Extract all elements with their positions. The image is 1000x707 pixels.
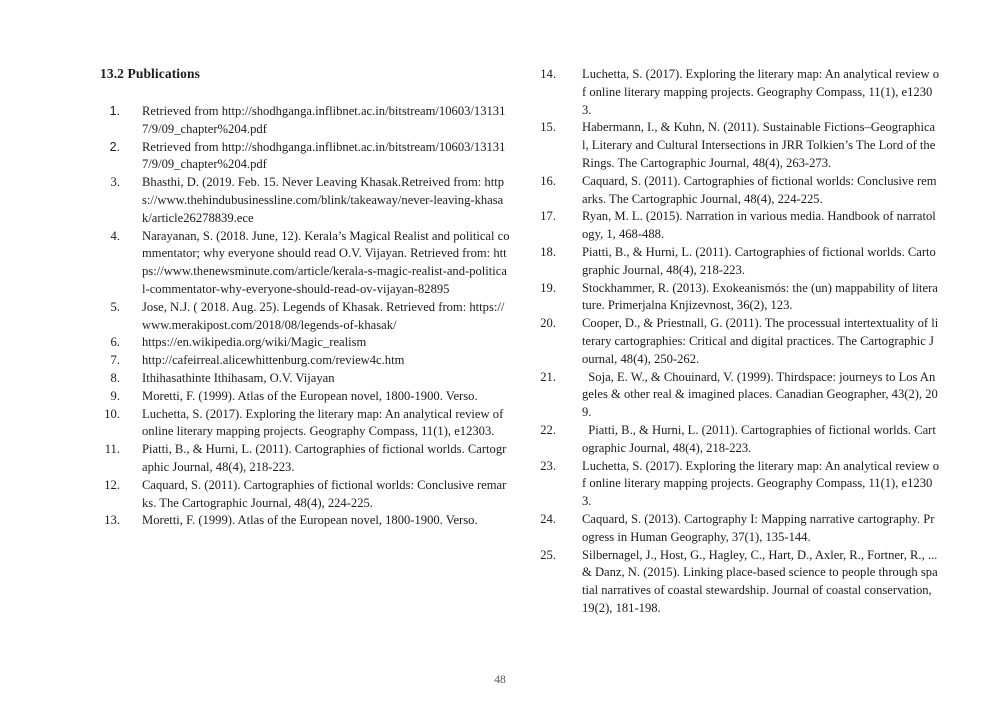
reference-item-24 [540,511,940,547]
reference-text: Ithihasathinte Ithihasam, O.V. Vijayan [142,370,335,385]
reference-number: 24. [540,511,556,526]
reference-text: Caquard, S. (2011). Cartographies of fictional worlds: Conclusive remarks. The Cartographic Journal, 48(4), 224-225. [582,173,937,206]
reference-number: 9. [110,388,120,403]
reference-text: Jose, N.J. ( 2018. Aug. 25). Legends of Khasak. Retrieved from: https://www.merakipost.com/2018/08/legends-of-khasak/ [142,299,505,332]
reference-number: 14. [540,67,556,81]
reference-text: Caquard, S. (2011). Cartographies of fictional worlds: Conclusive remarks. The Cartographic Journal, 48(4), 224-225. [142,477,507,510]
reference-item-25 [540,547,940,618]
reference-number: 8. [110,370,120,385]
section-heading: 13.2 Publications [100,66,200,81]
reference-number: 21. [540,369,556,384]
reference-text: Narayanan, S. (2018. June, 12). Kerala’s Magical Realist and political commentator; why everyone should read O.V. Vijayan. Retrieved from: https://www.thenewsminute.com/article/kerala-s-magic-realist-and-political-commentator-why-everyone-should-read-ov-vijayan-82895 [142,228,510,296]
reference-number: 5. [110,299,120,314]
reference-number: 25. [540,547,556,562]
reference-number: 7. [110,353,120,368]
reference-item-20 [540,315,940,368]
reference-item-13 [100,512,510,530]
reference-text: Moretti, F. (1999). Atlas of the European novel, 1800-1900. Verso. [142,513,478,528]
reference-number: 18. [540,244,556,259]
reference-number: 6. [110,335,120,350]
reference-number: 12. [104,477,120,492]
reference-item-22 [540,422,940,458]
reference-item-6 [100,334,510,352]
reference-text: Soja, E. W., & Chouinard, V. (1999). Thirdspace: journeys to Los Angeles & other real & imagined places. Canadian Geographer, 43(2), 209. [582,369,938,420]
reference-list-left [100,103,510,530]
reference-text: Piatti, B., & Hurni, L. (2011). Cartographies of fictional worlds. Cartographic Journal, 48(4), 218-223. [142,442,507,474]
reference-item-15 [540,119,940,172]
page-number: 48 [494,674,506,686]
reference-text: Ryan, M. L. (2015). Narration in various media. Handbook of narratology, 1, 468-488. [582,209,936,242]
reference-text: Caquard, S. (2013). Cartography I: Mapping narrative cartography. Progress in Human Geography, 37(1), 135-144. [582,511,935,544]
reference-text: https://en.wikipedia.org/wiki/Magic_realism [142,335,367,350]
reference-text: Silbernagel, J., Host, G., Hagley, C., Hart, D., Axler, R., Fortner, R., ... & Danz, N. (2015). Linking place-based science to people through spatial narratives of coastal stewardship. Journal of coastal conservation, 19(2), 181-198. [582,547,938,615]
reference-item-16 [540,173,940,209]
reference-item-4 [100,228,510,299]
reference-item-21 [540,369,940,422]
reference-number: 15. [540,120,556,135]
reference-text: Luchetta, S. (2017). Exploring the literary map: An analytical review of online literary mapping projects. Geography Compass, 11(1), e12303. [142,406,504,439]
reference-text: Piatti, B., & Hurni, L. (2011). Cartographies of fictional worlds. Cartographic Journal, 48(4), 218-223. [582,244,936,277]
reference-item-2 [100,139,510,175]
reference-item-1 [100,103,510,139]
reference-text: Moretti, F. (1999). Atlas of the European novel, 1800-1900. Verso. [142,388,478,403]
reference-item-23 [540,458,940,511]
reference-text: http://cafeirreal.alicewhittenburg.com/review4c.htm [142,353,405,368]
reference-number: 19. [540,280,556,295]
reference-item-5 [100,299,510,335]
reference-item-18 [540,244,940,280]
reference-text: Stockhammer, R. (2013). Exokeanismós: the (un) mappability of literature. Primerjalna Knjizevnost, 36(2), 123. [582,280,938,313]
reference-number: 22. [540,422,556,437]
reference-text: Retrieved from http://shodhganga.inflibnet.ac.in/bitstream/10603/131317/9/09_chapter%204.pdf [142,104,506,136]
reference-item-9 [100,388,510,406]
reference-item-10 [100,406,510,442]
reference-item-19 [540,280,940,316]
reference-text: Bhasthi, D. (2019. Feb. 15. Never Leaving Khasak.Retreived from: https://www.thehindubusinessline.com/blink/takeaway/never-leaving-khasak/article26278839.ece [142,175,504,225]
reference-text: Luchetta, S. (2017). Exploring the literary map: An analytical review of online literary mapping projects. Geography Compass, 11(1), e12303. [582,67,940,117]
reference-number: 1. [109,104,120,118]
reference-item-12 [100,477,510,513]
reference-text: Piatti, B., & Hurni, L. (2011). Cartographies of fictional worlds. Cartographic Journal, 48(4), 218-223. [582,422,936,455]
reference-list-right [540,66,940,618]
reference-item-17 [540,208,940,244]
reference-number: 16. [540,173,556,188]
reference-number: 13. [104,513,120,528]
reference-number: 17. [540,209,556,224]
reference-text: Cooper, D., & Priestnall, G. (2011). The processual intertextuality of literary cartographies: Critical and digital practices. The Cartographic Journal, 48(4), 250-262. [582,316,939,366]
reference-number: 10. [104,406,120,421]
reference-item-14 [540,66,940,119]
reference-number: 23. [540,458,556,473]
reference-text: Retrieved from http://shodhganga.inflibnet.ac.in/bitstream/10603/131317/9/09_chapter%204.pdf [142,139,506,172]
reference-number: 2. [109,139,120,154]
reference-item-3 [100,174,510,227]
reference-number: 11. [104,442,120,457]
reference-text: Habermann, I., & Kuhn, N. (2011). Sustainable Fictions–Geographical, Literary and Cultural Intersections in JRR Tolkien’s The Lord of the Rings. The Cartographic Journal, 48(4), 263-273. [582,120,936,170]
reference-text: Luchetta, S. (2017). Exploring the literary map: An analytical review of online literary mapping projects. Geography Compass, 11(1), e12303. [582,458,940,509]
reference-item-7 [100,352,510,370]
reference-number: 3. [110,175,120,190]
reference-item-11 [100,441,510,477]
reference-item-8 [100,370,510,388]
reference-number: 4. [110,228,120,243]
reference-number: 20. [540,316,556,331]
